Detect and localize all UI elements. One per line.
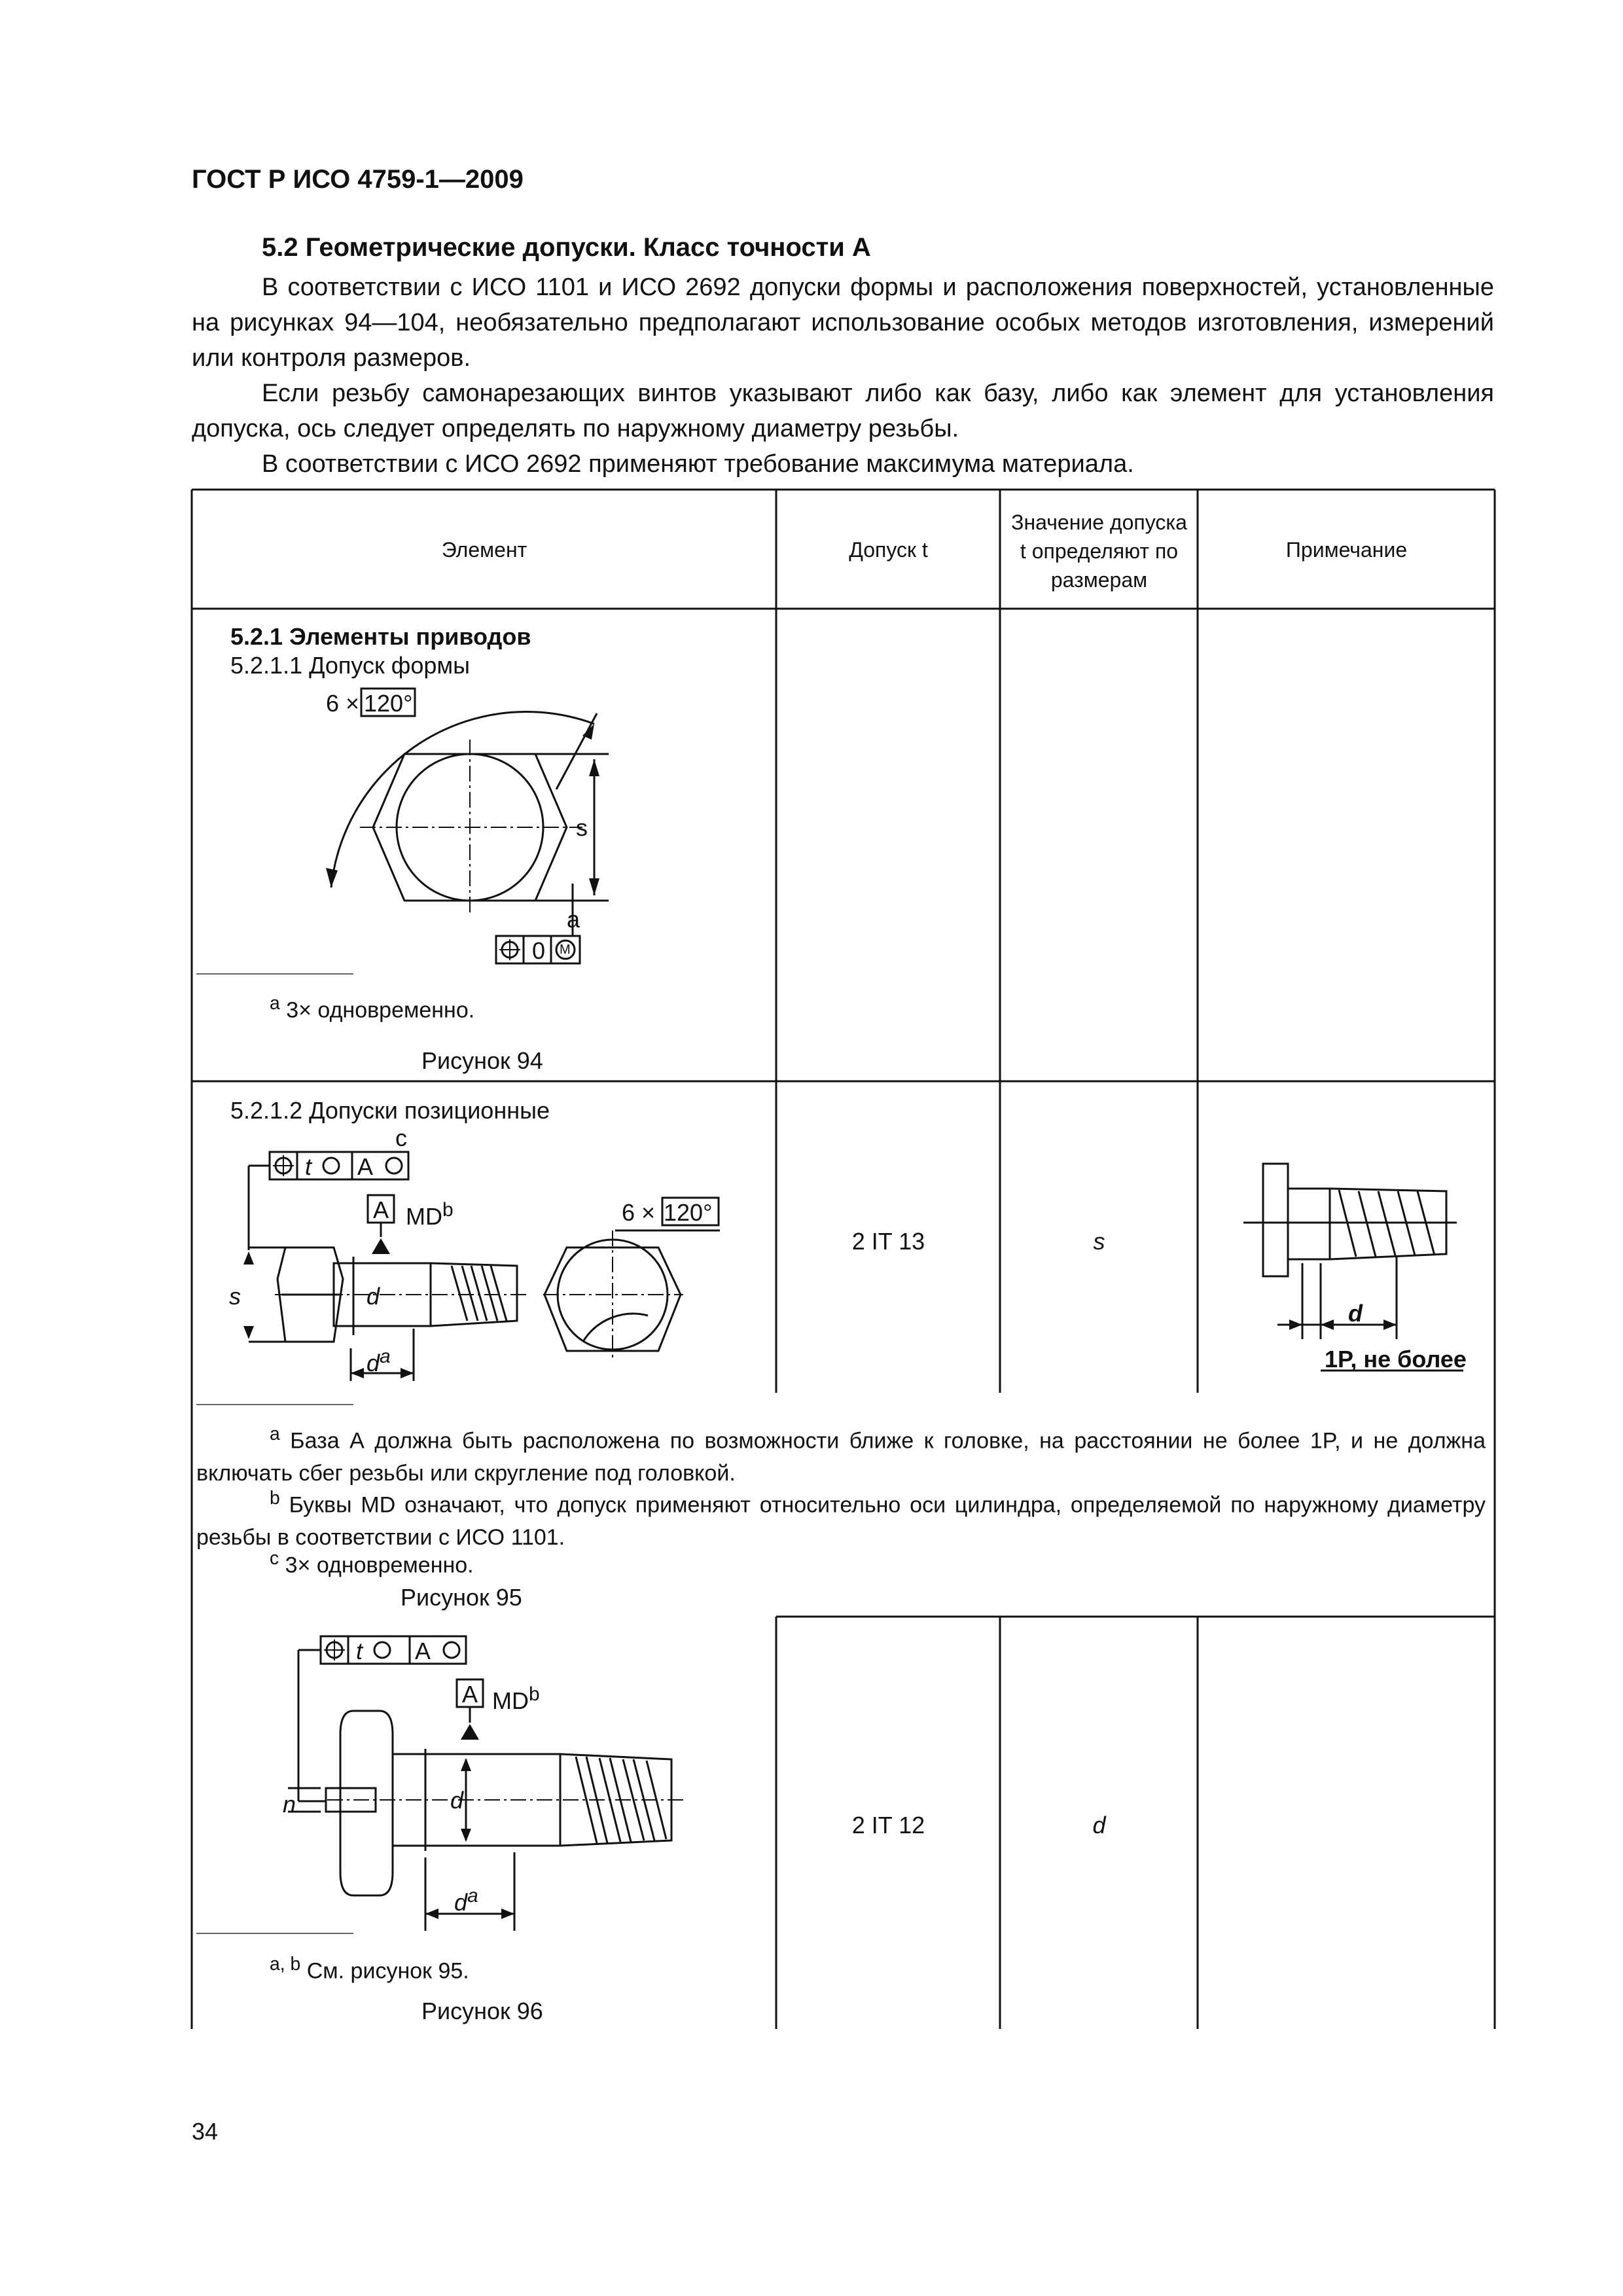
fig96-d-label: d xyxy=(450,1787,464,1814)
document-code: ГОСТ Р ИСО 4759-1—2009 xyxy=(192,165,524,194)
fig96-da-label xyxy=(454,1885,478,1916)
row1-subheading: 5.2.1.1 Допуск формы xyxy=(230,652,471,679)
fig96-md-sup: b xyxy=(529,1683,540,1705)
fig95-d-label: d xyxy=(366,1283,380,1310)
fig96-da-text: d xyxy=(454,1889,468,1916)
fig94-a-label: a xyxy=(567,906,580,933)
col-header-tolerance: Допуск t xyxy=(849,538,928,562)
paragraph-1: В соответствии с ИСО 1101 и ИСО 2692 допуски формы и расположения поверхностей, установленные на рисунках 94—104, необязательно предполагают использование особых методов изготовления, измерений или контроля размеров. xyxy=(192,274,1494,372)
row3-footnote xyxy=(270,1948,469,1987)
row3-footnote-text: См. рисунок 95. xyxy=(306,1958,469,1984)
fig95-md-sup: b xyxy=(442,1199,454,1221)
fig95-frame-a-label: A xyxy=(357,1153,374,1180)
fig95-md-text: MD xyxy=(406,1203,442,1230)
paragraph-2: Если резьбу самонарезающих винтов указывают либо как базу, либо как элемент для установления допуска, ось следует определять по наружному диаметру резьбы. xyxy=(192,380,1494,442)
col-header-element: Элемент xyxy=(441,538,527,562)
row1-footnote-text: 3× одновременно. xyxy=(286,997,475,1023)
row3-footnote-marker: a, b xyxy=(270,1954,301,1975)
row2-tolerance-value: 2 IT 13 xyxy=(851,1228,925,1255)
fig94-s-label: s xyxy=(576,814,588,841)
fig94-m-label: M xyxy=(560,942,571,957)
row2-subheading: 5.2.1.2 Допуски позиционные xyxy=(230,1097,550,1124)
fig96-md-label xyxy=(492,1683,540,1715)
figure-96-caption: Рисунок 96 xyxy=(421,1998,543,2024)
figure-94-caption: Рисунок 94 xyxy=(421,1047,543,1074)
row2-footnote-a-text: База А должна быть расположена по возможности ближе к головке, на расстоянии не более 1P, и не должна включать сбег резьбы или скругление под головкой. xyxy=(196,1428,1486,1486)
fig95-t-label: t xyxy=(305,1153,312,1180)
row2-footnote-b-marker: b xyxy=(270,1488,280,1509)
row2-value-basis: s xyxy=(1093,1228,1105,1255)
col-header-note: Примечание xyxy=(1285,538,1408,562)
row1-footnote-marker: a xyxy=(270,993,280,1014)
row2-footnote-a-marker: a xyxy=(270,1424,280,1444)
row2-footnote-c-text: 3× одновременно. xyxy=(285,1552,474,1578)
fig95-s-label: s xyxy=(229,1283,241,1310)
fig96-t-label: t xyxy=(356,1638,363,1664)
fig95-datum-a-label: A xyxy=(373,1196,389,1223)
note-1p-label: 1P, не более xyxy=(1325,1346,1467,1372)
section-title: 5.2 Геометрические допуски. Класс точности А xyxy=(262,233,871,262)
fig95-count-label: 6 × xyxy=(622,1199,656,1226)
row2-footnote-b-text: Буквы MD означают, что допуск применяют относительно оси цилиндра, определяемой по наружному диаметру резьбы в соответствии с ИСО 1101. xyxy=(196,1492,1486,1551)
fig95-c-label: c xyxy=(395,1124,407,1151)
col-header-value-line3: размерам xyxy=(1050,568,1148,592)
fig96-datum-a-label: A xyxy=(462,1681,478,1708)
fig96-da-sup: a xyxy=(467,1885,478,1907)
row3-value-basis: d xyxy=(1092,1812,1106,1839)
fig94-count-label: 6 × xyxy=(326,690,360,717)
fig96-frame-a-label: A xyxy=(415,1638,431,1664)
col-header-value-line1: Значение допуска xyxy=(1011,511,1187,534)
paragraph-3: В соответствии с ИСО 2692 применяют требование максимума материала. xyxy=(262,450,1134,478)
fig96-n-label: n xyxy=(283,1791,296,1818)
row1-heading: 5.2.1 Элементы приводов xyxy=(230,623,531,650)
figure-95-caption: Рисунок 95 xyxy=(401,1584,522,1611)
fig96-md-text: MD xyxy=(492,1687,529,1714)
fig94-zero-label: 0 xyxy=(532,937,546,964)
col-header-value-line2: t определяют по xyxy=(1020,539,1179,563)
fig94-angle-label: 120° xyxy=(364,690,413,717)
fig95-da-sup: a xyxy=(380,1346,391,1367)
fig95-da-text: d xyxy=(366,1350,380,1376)
page-number: 34 xyxy=(192,2118,219,2145)
row2-footnote-c-marker: c xyxy=(270,1548,279,1569)
row3-tolerance-value: 2 IT 12 xyxy=(851,1812,925,1839)
note-d-label: d xyxy=(1348,1300,1363,1327)
fig95-angle-label: 120° xyxy=(664,1199,713,1226)
